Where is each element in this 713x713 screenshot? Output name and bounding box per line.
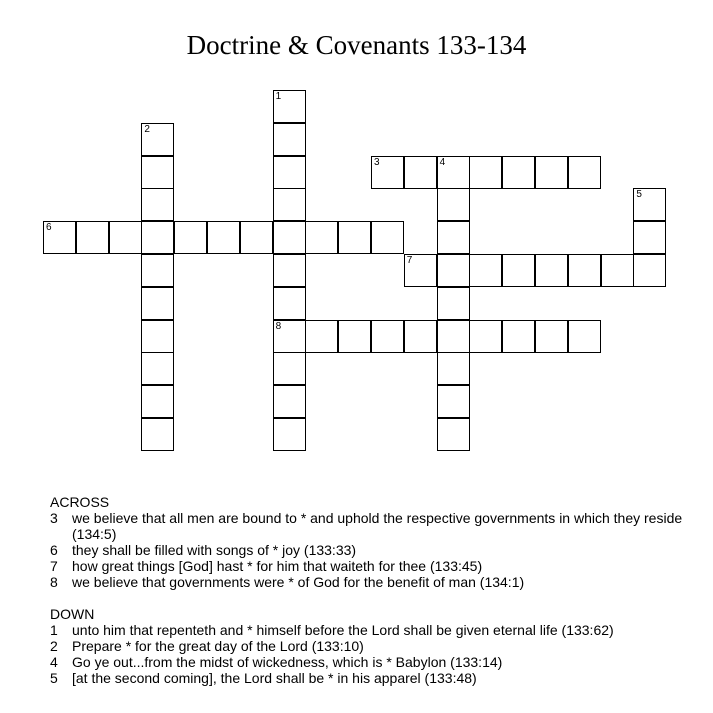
crossword-cell[interactable] [469, 320, 502, 353]
cell-number: 2 [144, 123, 150, 135]
crossword-cell[interactable] [437, 156, 470, 189]
crossword-cell[interactable] [437, 385, 470, 418]
crossword-cell[interactable] [404, 320, 437, 353]
crossword-cell[interactable] [273, 221, 306, 254]
crossword-cell[interactable] [502, 156, 535, 189]
across-heading: ACROSS [50, 494, 110, 510]
crossword-cell[interactable] [207, 221, 240, 254]
clue-number: 5 [50, 670, 58, 686]
down-clue [50, 638, 690, 654]
crossword-cell[interactable] [240, 221, 273, 254]
across-clue [50, 574, 690, 590]
crossword-cell[interactable] [633, 221, 666, 254]
down-clue [50, 670, 690, 686]
clue-number: 2 [50, 638, 58, 654]
crossword-cell[interactable] [404, 156, 437, 189]
crossword-cell[interactable] [141, 188, 174, 221]
crossword-cell[interactable] [273, 320, 306, 353]
crossword-cell[interactable] [469, 156, 502, 189]
clue-text: we believe that governments were * of God for the benefit of man (134:1) [72, 574, 525, 590]
crossword-cell[interactable] [469, 254, 502, 287]
clue-text: Prepare * for the great day of the Lord (133:10) [72, 638, 364, 654]
clue-number: 4 [50, 654, 58, 670]
across-clue-list [50, 510, 690, 590]
cell-number: 4 [439, 156, 446, 168]
crossword-cell[interactable] [502, 320, 535, 353]
crossword-cell[interactable] [141, 221, 174, 254]
crossword-cell[interactable] [371, 320, 404, 353]
down-clue [50, 622, 690, 638]
clue-number: 7 [50, 558, 58, 574]
clue-text: [at the second coming], the Lord shall be * in his apparel (133:48) [72, 670, 477, 686]
crossword-cell[interactable] [437, 287, 470, 320]
crossword-cell[interactable] [371, 156, 404, 189]
crossword-cell[interactable] [109, 221, 142, 254]
crossword-cell[interactable] [273, 188, 306, 221]
crossword-cell[interactable] [338, 221, 371, 254]
crossword-cell[interactable] [568, 156, 601, 189]
crossword-cell[interactable] [371, 221, 404, 254]
clue-text: how great things [God] hast * for him that waiteth for thee (133:45) [72, 558, 483, 574]
crossword-cell[interactable] [273, 418, 306, 451]
crossword-cell[interactable] [535, 156, 568, 189]
clue-text: unto him that repenteth and * himself before the Lord shall be given eternal life (133:62) [72, 622, 614, 638]
clue-number: 3 [50, 510, 58, 526]
crossword-cell[interactable] [601, 254, 634, 287]
crossword-cell[interactable] [437, 254, 470, 287]
crossword-cell[interactable] [273, 385, 306, 418]
cell-number: 6 [46, 222, 52, 234]
across-clue [50, 558, 690, 574]
crossword-cell[interactable] [141, 123, 174, 156]
down-heading: DOWN [50, 606, 95, 622]
clue-text: we believe that all men are bound to * and uphold the respective governments in which they reside (134:5) [72, 510, 683, 542]
crossword-cell[interactable] [437, 418, 470, 451]
crossword-cell[interactable] [141, 352, 174, 385]
crossword-cell[interactable] [437, 320, 470, 353]
crossword-cell[interactable] [535, 320, 568, 353]
crossword-cell[interactable] [338, 320, 371, 353]
crossword-cell[interactable] [633, 188, 666, 221]
crossword-cell[interactable] [273, 90, 306, 123]
crossword-cell[interactable] [568, 254, 601, 287]
crossword-cell[interactable] [174, 221, 207, 254]
crossword-cell[interactable] [141, 156, 174, 189]
clue-number: 6 [50, 542, 58, 558]
across-clue [50, 542, 690, 558]
crossword-cell[interactable] [273, 123, 306, 156]
crossword-cell[interactable] [502, 254, 535, 287]
across-clue [50, 510, 690, 542]
crossword-cell[interactable] [273, 287, 306, 320]
crossword-cell[interactable] [273, 352, 306, 385]
crossword-cell[interactable] [141, 287, 174, 320]
clue-text: Go ye out...from the midst of wickedness, which is * Babylon (133:14) [72, 654, 503, 670]
crossword-cell[interactable] [141, 320, 174, 353]
clues-section [50, 494, 690, 702]
cell-number: 8 [275, 320, 282, 332]
down-clue-list [50, 622, 690, 686]
crossword-cell[interactable] [437, 352, 470, 385]
crossword-cell[interactable] [141, 385, 174, 418]
cell-number: 1 [275, 91, 282, 102]
crossword-cell[interactable] [404, 254, 437, 287]
cell-number: 3 [374, 156, 380, 168]
crossword-cell[interactable] [273, 156, 306, 189]
clue-number: 8 [50, 574, 58, 590]
crossword-cell[interactable] [437, 188, 470, 221]
crossword-cell[interactable] [437, 221, 470, 254]
puzzle-title: Doctrine & Covenants 133-134 [186, 30, 527, 60]
crossword-cell[interactable] [568, 320, 601, 353]
down-clue [50, 654, 690, 670]
crossword-cell[interactable] [305, 221, 338, 254]
cell-number: 7 [406, 255, 413, 266]
crossword-cell[interactable] [273, 254, 306, 287]
crossword-cell[interactable] [141, 418, 174, 451]
crossword-cell[interactable] [633, 254, 666, 287]
crossword-cell[interactable] [305, 320, 338, 353]
crossword-cell[interactable] [535, 254, 568, 287]
clue-text: they shall be filled with songs of * joy (133:33) [72, 542, 357, 558]
clue-number: 1 [50, 622, 58, 638]
cell-number: 5 [636, 189, 642, 201]
crossword-cell[interactable] [43, 221, 76, 254]
crossword-cell[interactable] [141, 254, 174, 287]
crossword-cell[interactable] [76, 221, 109, 254]
